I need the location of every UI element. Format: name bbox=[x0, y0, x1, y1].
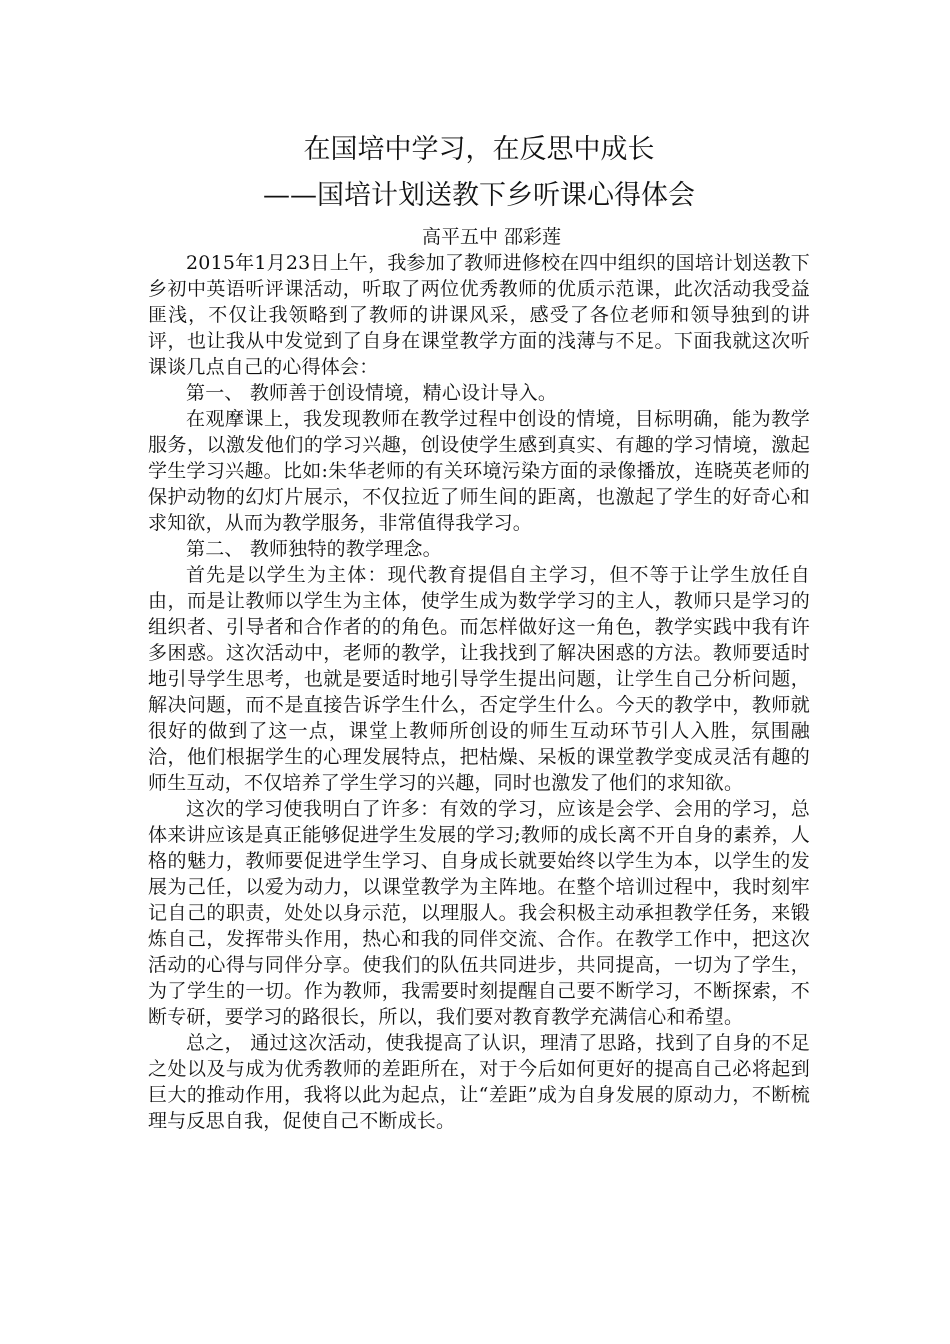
section-heading-second: 第二、 教师独特的教学理念。 bbox=[186, 538, 442, 560]
document-page bbox=[148, 130, 810, 1134]
paragraph-student-centered: 首先是以学生为主体：现代教育提倡自主学习，但不等于让学生放任自由，而是让教师以学生为主体，使学生成为数学学习的主人，教师只是学习的组织者、引导者和合作者的的角色。而怎样做好这一角色，教学实践中我有许多困惑。这次活动中，老师的教学，让我找到了解决困惑的方法。教师要适时地引导学生思考，也就是要适时地引导学生提出问题，让学生自己分析问题，解决问题，而不是直接告诉学生什么，否定学生什么。今天的教学中，教师就很好的做到了这一点，课堂上教师所创设的师生互动环节引人入胜，氛围融洽，他们根据学生的心理发展特点，把枯燥、呆板的课堂教学变成灵活有趣的师生互动，不仅培养了学生学习的兴趣，同时也激发了他们的求知欲。 bbox=[148, 564, 810, 794]
paragraph-conclusion: 总之， 通过这次活动，使我提高了认识，理清了思路，找到了自身的不足之处以及与成为优秀教师的差距所在，对于今后如何更好的提高自己必将起到巨大的推动作用，我将以此为起点，让“差距”成为自身发展的原动力，不断梳理与反思自我，促使自己不断成长。 bbox=[148, 1032, 810, 1132]
section-heading-first: 第一、 教师善于创设情境，精心设计导入。 bbox=[186, 382, 558, 404]
document-subtitle: ——国培计划送教下乡听课心得体会 bbox=[263, 180, 695, 211]
author-line: 高平五中 邵彩莲 bbox=[422, 226, 562, 248]
paragraph-intro: 2015年1月23日上午，我参加了教师进修校在四中组织的国培计划送教下乡初中英语听评课活动，听取了两位优秀教师的优质示范课，此次活动我受益匪浅，不仅让我领略到了教师的讲课风采，感受了各位老师和领导独到的讲评，也让我从中发觉到了自身在课堂教学方面的浅薄与不足。下面我就这次听课谈几点自己的心得体会： bbox=[148, 252, 810, 378]
document-title: 在国培中学习，在反思中成长 bbox=[303, 134, 655, 165]
paragraph-situation: 在观摩课上，我发现教师在教学过程中创设的情境，目标明确，能为教学服务，以激发他们的学习兴趣，创设使学生感到真实、有趣的学习情境，激起学生学习兴趣。比如:朱华老师的有关环境污染方面的录像播放，连晓英老师的保护动物的幻灯片展示，不仅拉近了师生间的距离，也激起了学生的好奇心和求知欲，从而为教学服务，非常值得我学习。 bbox=[148, 408, 810, 534]
paragraph-learning: 这次的学习使我明白了许多：有效的学习，应该是会学、会用的学习，总体来讲应该是真正能够促进学生发展的学习;教师的成长离不开自身的素养，人格的魅力，教师要促进学生学习、自身成长就要始终以学生为本，以学生的发展为己任，以爱为动力，以课堂教学为主阵地。在整个培训过程中，我时刻牢记自己的职责，处处以身示范，以理服人。我会积极主动承担教学任务，来锻炼自己，发挥带头作用，热心和我的同伴交流、合作。在教学工作中，把这次活动的心得与同伴分享。使我们的队伍共同进步，共同提高，一切为了学生，为了学生的一切。作为教师，我需要时刻提醒自己要不断学习，不断探索，不断专研，要学习的路很长，所以，我们要对教育教学充满信心和希望。 bbox=[148, 798, 810, 1028]
